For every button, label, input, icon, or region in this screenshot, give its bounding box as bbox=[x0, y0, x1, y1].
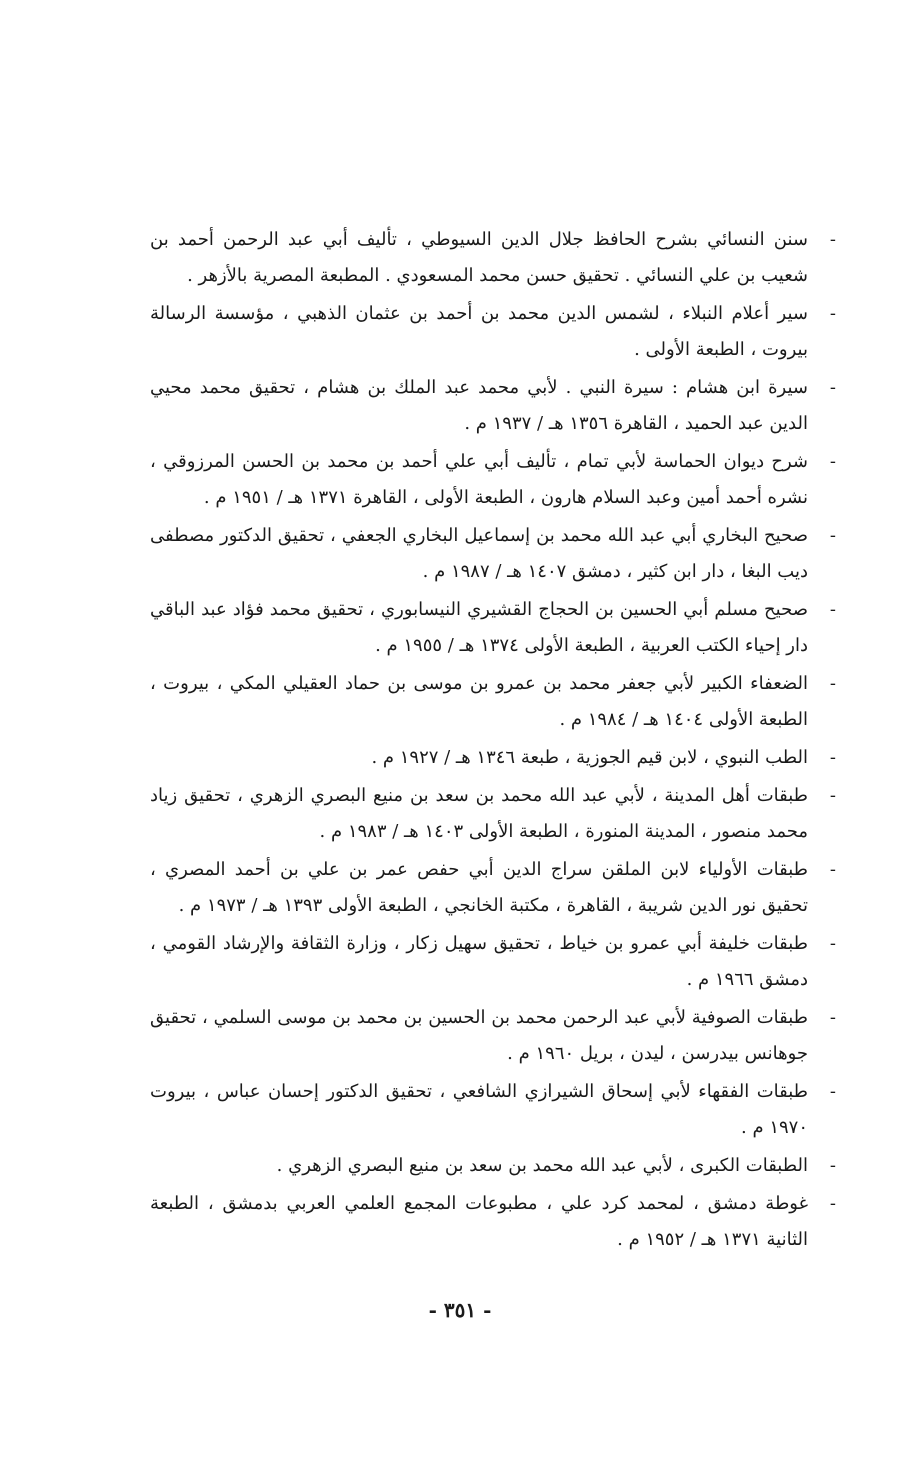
entry-dash: - bbox=[829, 1155, 836, 1176]
entry-text: غوطة دمشق ، لمحمد كرد علي ، مطبوعات المجمع العلمي العربي بدمشق ، الطبعة الثانية ١٣٧١ هـ / ١٩٥٢ م . bbox=[150, 1193, 808, 1250]
entry-dash: - bbox=[829, 933, 836, 954]
bibliography-entry bbox=[150, 1148, 840, 1184]
bibliography-entry bbox=[150, 852, 840, 924]
entry-text: طبقات أهل المدينة ، لأبي عبد الله محمد بن سعد بن منيع البصري الزهري ، تحقيق زياد محمد منصور ، المدينة المنورة ، الطبعة الأولى ١٤٠٣ هـ / ١٩٨٣ م . bbox=[150, 785, 808, 842]
entry-dash: - bbox=[829, 747, 836, 768]
entry-dash: - bbox=[829, 1193, 836, 1214]
entry-text: طبقات الفقهاء لأبي إسحاق الشيرازي الشافعي ، تحقيق الدكتور إحسان عباس ، بيروت ١٩٧٠ م . bbox=[150, 1081, 808, 1138]
bibliography-entry bbox=[150, 1186, 840, 1258]
bibliography-entry bbox=[150, 222, 840, 294]
entry-text: الطبقات الكبرى ، لأبي عبد الله محمد بن سعد بن منيع البصري الزهري . bbox=[276, 1155, 808, 1176]
entry-dash: - bbox=[829, 229, 836, 250]
entry-text: صحيح مسلم أبي الحسين بن الحجاج القشيري النيسابوري ، تحقيق محمد فؤاد عبد الباقي دار إحياء الكتب العربية ، الطبعة الأولى ١٣٧٤ هـ / ١٩٥٥ م . bbox=[150, 599, 808, 656]
entry-text: طبقات خليفة أبي عمرو بن خياط ، تحقيق سهيل زكار ، وزارة الثقافة والإرشاد القومي ، دمشق ١٩٦٦ م . bbox=[150, 933, 808, 990]
bibliography-entry bbox=[150, 296, 840, 368]
bibliography-entry bbox=[150, 1000, 840, 1072]
entry-text: سير أعلام النبلاء ، لشمس الدين محمد بن أحمد بن عثمان الذهبي ، مؤسسة الرسالة بيروت ، الطبعة الأولى . bbox=[150, 303, 808, 360]
bibliography-entry bbox=[150, 1074, 840, 1146]
page-number: - ٣٥١ - bbox=[428, 1298, 492, 1322]
bibliography-entry bbox=[150, 778, 840, 850]
entry-dash: - bbox=[829, 451, 836, 472]
bibliography-entry bbox=[150, 518, 840, 590]
bibliography-entry bbox=[150, 444, 840, 516]
entry-dash: - bbox=[829, 673, 836, 694]
bibliography-list bbox=[150, 222, 840, 1260]
entry-text: الضعفاء الكبير لأبي جعفر محمد بن عمرو بن موسى بن حماد العقيلي المكي ، بيروت ، الطبعة الأولى ١٤٠٤ هـ / ١٩٨٤ م . bbox=[150, 673, 808, 730]
entry-dash: - bbox=[829, 1081, 836, 1102]
entry-dash: - bbox=[829, 785, 836, 806]
entry-dash: - bbox=[829, 1007, 836, 1028]
bibliography-entry bbox=[150, 592, 840, 664]
entry-dash: - bbox=[829, 525, 836, 546]
entry-text: شرح ديوان الحماسة لأبي تمام ، تأليف أبي علي أحمد بن محمد بن الحسن المرزوقي ، نشره أحمد أمين وعبد السلام هارون ، الطبعة الأولى ، القاهرة ١٣٧١ هـ / ١٩٥١ م . bbox=[150, 451, 808, 508]
entry-dash: - bbox=[829, 377, 836, 398]
entry-text: طبقات الصوفية لأبي عبد الرحمن محمد بن الحسين بن محمد بن موسى السلمي ، تحقيق جوهانس بيدرسن ، ليدن ، بريل ١٩٦٠ م . bbox=[150, 1007, 808, 1064]
entry-text: سيرة ابن هشام : سيرة النبي . لأبي محمد عبد الملك بن هشام ، تحقيق محمد محيي الدين عبد الحميد ، القاهرة ١٣٥٦ هـ / ١٩٣٧ م . bbox=[150, 377, 808, 434]
bibliography-entry bbox=[150, 666, 840, 738]
bibliography-entry bbox=[150, 370, 840, 442]
entry-dash: - bbox=[829, 599, 836, 620]
bibliography-entry bbox=[150, 740, 840, 776]
entry-dash: - bbox=[829, 303, 836, 324]
entry-text: الطب النبوي ، لابن قيم الجوزية ، طبعة ١٣٤٦ هـ / ١٩٢٧ م . bbox=[371, 747, 808, 768]
entry-text: صحيح البخاري أبي عبد الله محمد بن إسماعيل البخاري الجعفي ، تحقيق الدكتور مصطفى ديب البغا ، دار ابن كثير ، دمشق ١٤٠٧ هـ / ١٩٨٧ م . bbox=[150, 525, 808, 582]
entry-dash: - bbox=[829, 859, 836, 880]
entry-text: طبقات الأولياء لابن الملقن سراج الدين أبي حفص عمر بن علي بن أحمد المصري ، تحقيق نور الدين شريبة ، القاهرة ، مكتبة الخانجي ، الطبعة الأولى ١٣٩٣ هـ / ١٩٧٣ م . bbox=[150, 859, 808, 916]
entry-text: سنن النسائي بشرح الحافظ جلال الدين السيوطي ، تأليف أبي عبد الرحمن أحمد بن شعيب بن علي النسائي . تحقيق حسن محمد المسعودي . المطبعة المصرية بالأزهر . bbox=[150, 229, 808, 286]
bibliography-entry bbox=[150, 926, 840, 998]
